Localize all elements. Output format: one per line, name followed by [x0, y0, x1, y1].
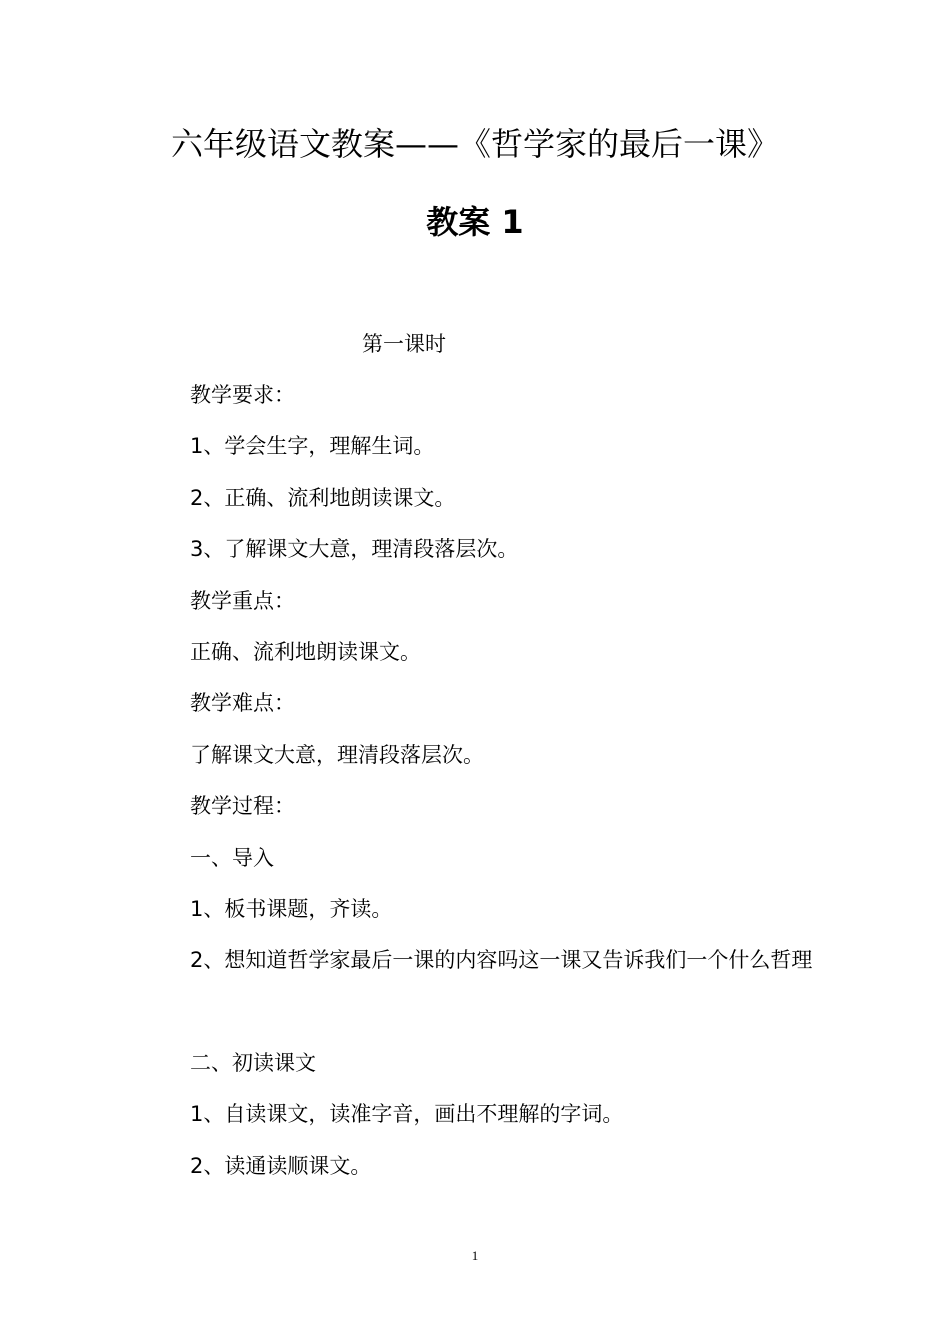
paragraph-first-reading-heading: 二、初读课文	[190, 1051, 316, 1075]
paragraph-reading-step-2: 2、读通读顺课文。	[190, 1154, 372, 1178]
paragraph-intro-step-2: 2、想知道哲学家最后一课的内容吗这一课又告诉我们一个什么哲理	[190, 948, 813, 972]
document-title: 六年级语文教案——《哲学家的最后一课》	[170, 125, 779, 163]
paragraph-teaching-requirements-heading: 教学要求：	[190, 383, 295, 407]
document-subtitle: 教案 1	[426, 203, 524, 241]
paragraph-requirement-2: 2、正确、流利地朗读课文。	[190, 486, 456, 510]
paragraph-intro-heading: 一、导入	[190, 846, 274, 870]
paragraph-key-point: 正确、流利地朗读课文。	[190, 640, 421, 664]
paragraph-key-points-heading: 教学重点：	[190, 589, 295, 613]
section-heading: 第一课时	[362, 332, 446, 356]
paragraph-intro-step-1: 1、板书课题，齐读。	[190, 897, 393, 921]
paragraph-reading-step-1: 1、自读课文，读准字音，画出不理解的字词。	[190, 1102, 624, 1126]
page-number: 1	[471, 1248, 479, 1263]
paragraph-requirement-3: 3、了解课文大意，理清段落层次。	[190, 537, 519, 561]
paragraph-difficulties-heading: 教学难点：	[190, 691, 295, 715]
paragraph-requirement-1: 1、学会生字，理解生词。	[190, 434, 435, 458]
paragraph-process-heading: 教学过程：	[190, 794, 295, 818]
paragraph-difficulty: 了解课文大意，理清段落层次。	[190, 743, 484, 767]
